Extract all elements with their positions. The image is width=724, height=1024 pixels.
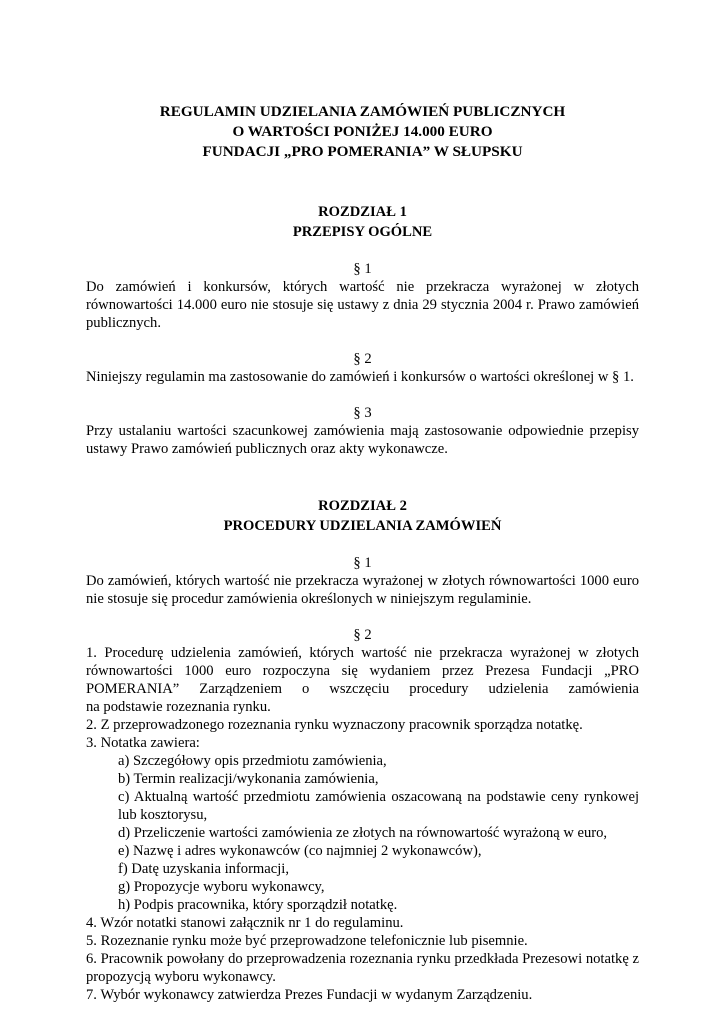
point-3: 3. Notatka zawiera:	[86, 735, 200, 751]
section-text: Przy ustalaniu wartości szacunkowej zamówienia mają zastosowanie odpowiednie przepisy ustawy Prawo zamówień publicznych oraz akty wykonawcze.	[86, 423, 639, 457]
section-mark: § 3	[353, 405, 372, 421]
title-line-2: O WARTOŚCI PONIŻEJ 14.000 EURO	[232, 123, 493, 140]
chapter-2-section-2	[86, 626, 639, 1004]
point-4: 4. Wzór notatki stanowi załącznik nr 1 do regulaminu.	[86, 915, 404, 931]
list-item-e: e) Nazwę i adres wykonawców (co najmniej 2 wykonawców),	[118, 843, 482, 859]
list-item-h: h) Podpis pracownika, który sporządził notatkę.	[118, 897, 398, 913]
point-1-word: wszczęciu	[329, 681, 390, 697]
section-mark: § 2	[353, 351, 372, 367]
chapter-1-section-3	[86, 404, 639, 458]
section-text: Do zamówień, których wartość nie przekracza wyrażonej w złotych równowartości 1000 euro nie stosuje się procedur zamówienia określonych w niniejszym regulaminie.	[86, 573, 639, 607]
point-1-word: Zarządzeniem	[199, 681, 282, 697]
section-text: Do zamówień i konkursów, których wartość nie przekracza wyrażonej w złotych równowartości 14.000 euro nie stosuje się ustawy z dnia 29 stycznia 2004 r. Prawo zamówień publicznych.	[86, 279, 639, 331]
section-mark: § 2	[353, 627, 372, 643]
chapter-2-number: ROZDZIAŁ 2	[318, 498, 407, 514]
list-item-d: d) Przeliczenie wartości zamówienia ze złotych na równowartość wyrażoną w euro,	[118, 825, 608, 841]
point-6: 6. Pracownik powołany do przeprowadzenia rozeznania rynku przedkłada Prezesowi notatkę z propozycją wyboru wykonawcy.	[86, 951, 639, 985]
chapter-2-heading	[86, 496, 639, 536]
section-text: Niniejszy regulamin ma zastosowanie do zamówień i konkursów o wartości określonej w § 1.	[86, 369, 634, 385]
point-1-word: POMERANIA”	[86, 681, 180, 697]
point-1-line-1	[86, 644, 639, 662]
list-item-g: g) Propozycje wyboru wykonawcy,	[118, 879, 325, 895]
document-title	[86, 102, 639, 162]
point-1-line-2	[86, 662, 639, 680]
point-1-text-b: równowartości 1000 euro rozpoczyna się wydaniem przez Prezesa Fundacji „PRO	[86, 663, 639, 679]
point-1-text-a: 1. Procedurę udzielenia zamówień, których wartość nie przekracza wyrażonej w złotych	[86, 645, 639, 661]
point-1-word: procedury	[409, 681, 469, 697]
chapter-1-section-2	[86, 350, 639, 386]
point-1-word: o	[301, 681, 310, 697]
point-1-line-4: na podstawie rozeznania rynku.	[86, 699, 271, 715]
list-item-a: a) Szczegółowy opis przedmiotu zamówienia,	[118, 753, 387, 769]
point-1-word: udzielenia	[488, 681, 549, 697]
document-body	[86, 102, 639, 1004]
title-line-3: FUNDACJI „PRO POMERANIA” W SŁUPSKU	[202, 143, 523, 160]
section-mark: § 1	[353, 555, 372, 571]
chapter-2-title: PROCEDURY UDZIELANIA ZAMÓWIEŃ	[223, 518, 502, 534]
title-line-1: REGULAMIN UDZIELANIA ZAMÓWIEŃ PUBLICZNYCH	[159, 103, 566, 120]
point-1-word: zamówienia	[568, 681, 639, 697]
list-item-b: b) Termin realizacji/wykonania zamówienia,	[118, 771, 379, 787]
point-7: 7. Wybór wykonawcy zatwierdza Prezes Fundacji w wydanym Zarządzeniu.	[86, 987, 533, 1003]
chapter-1-title: PRZEPISY OGÓLNE	[292, 224, 433, 240]
list-item-f: f) Datę uzyskania informacji,	[118, 861, 289, 877]
section-mark: § 1	[353, 261, 372, 277]
chapter-2-section-1	[86, 554, 639, 608]
chapter-1-heading	[86, 202, 639, 242]
list-item-c: c) Aktualną wartość przedmiotu zamówienia oszacowaną na podstawie ceny rynkowej lub kosztorysu,	[118, 789, 639, 823]
chapter-1-number: ROZDZIAŁ 1	[318, 204, 407, 220]
point-2: 2. Z przeprowadzonego rozeznania rynku wyznaczony pracownik sporządza notatkę.	[86, 717, 583, 733]
chapter-1-section-1	[86, 260, 639, 332]
point-1-line-3	[86, 680, 639, 698]
point-5: 5. Rozeznanie rynku może być przeprowadzone telefonicznie lub pisemnie.	[86, 933, 528, 949]
